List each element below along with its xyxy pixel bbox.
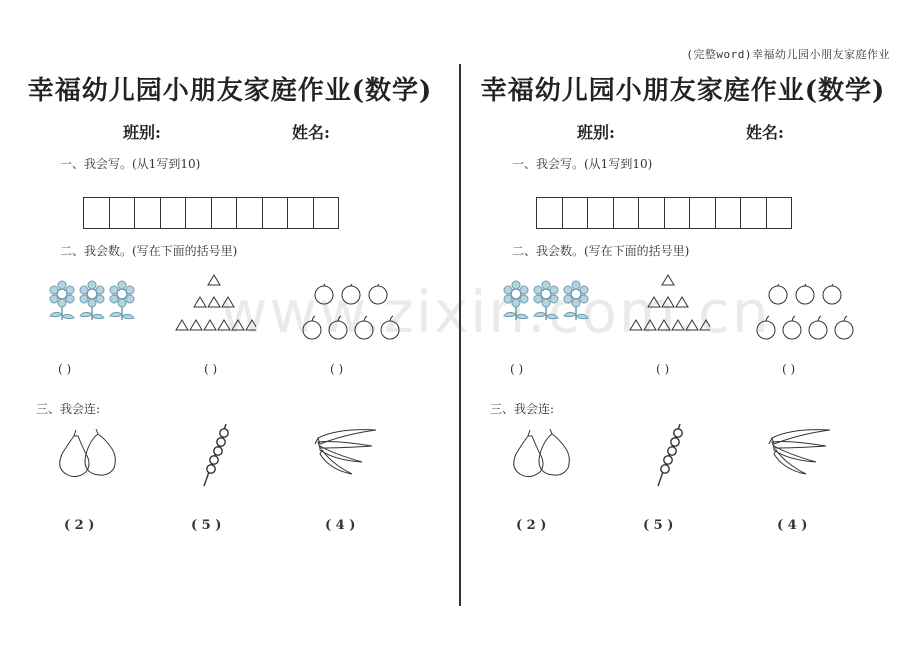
writing-cell[interactable]	[161, 198, 187, 228]
skewer-icon	[196, 421, 236, 489]
triangle-icon	[232, 320, 244, 330]
triangle-icon	[648, 297, 660, 307]
triangle-icon	[658, 320, 670, 330]
apple-icon	[769, 284, 787, 304]
writing-cell[interactable]	[263, 198, 289, 228]
triangle-icon	[208, 297, 220, 307]
triangle-icon	[644, 320, 656, 330]
apple-icon	[329, 316, 347, 339]
triangle-icon	[686, 320, 698, 330]
flower-icon	[110, 281, 134, 320]
triangle-icon	[676, 297, 688, 307]
triangle-icon	[190, 320, 202, 330]
writing-cell[interactable]	[212, 198, 238, 228]
count-answer-apples[interactable]: ( )	[330, 362, 344, 376]
triangle-icon	[204, 320, 216, 330]
flower-icon	[534, 281, 558, 320]
flower-icon	[504, 281, 528, 320]
worksheet-title: 幸福幼儿园小朋友家庭作业(数学)	[27, 76, 433, 106]
triangle-icon	[662, 297, 674, 307]
section-count-heading: 二、我会数。(写在下面的括号里)	[512, 244, 690, 258]
writing-cell[interactable]	[84, 198, 110, 228]
triangle-icon	[672, 320, 684, 330]
count-answer-flowers[interactable]: ( )	[58, 362, 72, 376]
flower-group	[46, 278, 142, 322]
writing-grid[interactable]	[83, 197, 339, 229]
writing-cell[interactable]	[314, 198, 339, 228]
name-label: 姓名:	[746, 123, 784, 142]
match-answer-skewer: ( 5 )	[643, 518, 674, 533]
match-answer-pears: ( 2 )	[64, 518, 95, 533]
writing-cell[interactable]	[237, 198, 263, 228]
triangle-icon	[222, 297, 234, 307]
triangle-icon	[194, 297, 206, 307]
pear-icon	[539, 434, 569, 475]
writing-cell[interactable]	[135, 198, 161, 228]
writing-cell[interactable]	[639, 198, 665, 228]
apple-icon	[823, 284, 841, 304]
apple-icon	[355, 316, 373, 339]
flower-icon	[50, 281, 74, 320]
triangle-group	[626, 272, 710, 334]
writing-cell[interactable]	[110, 198, 136, 228]
class-label: 班别:	[123, 123, 161, 142]
count-answer-triangles[interactable]: ( )	[204, 362, 218, 376]
triangle-icon	[218, 320, 230, 330]
writing-cell[interactable]	[665, 198, 691, 228]
class-label: 班别:	[577, 123, 615, 142]
section-count-heading: 二、我会数。(写在下面的括号里)	[60, 244, 238, 258]
pear-icon	[60, 436, 89, 477]
section-write-heading: 一、我会写。(从1写到10)	[512, 157, 653, 171]
worksheet-title: 幸福幼儿园小朋友家庭作业(数学)	[480, 76, 886, 106]
apple-group	[754, 284, 858, 346]
writing-cell[interactable]	[741, 198, 767, 228]
pear-group	[508, 428, 578, 480]
apple-icon	[757, 316, 775, 339]
triangle-icon	[176, 320, 188, 330]
apple-icon	[809, 316, 827, 339]
writing-cell[interactable]	[614, 198, 640, 228]
apple-icon	[303, 316, 321, 339]
triangle-icon	[662, 275, 674, 285]
watermark: www.zixin.com.cn	[220, 278, 771, 346]
writing-cell[interactable]	[588, 198, 614, 228]
apple-icon	[835, 316, 853, 339]
count-answer-triangles[interactable]: ( )	[656, 362, 670, 376]
section-match-heading: 三、我会连:	[36, 402, 101, 416]
pear-icon	[514, 436, 543, 477]
pear-group	[54, 428, 124, 480]
skewer-icon	[650, 421, 690, 489]
match-answer-pears: ( 2 )	[516, 518, 547, 533]
banana-icon	[314, 424, 380, 480]
section-write-heading: 一、我会写。(从1写到10)	[60, 157, 201, 171]
flower-icon	[564, 281, 588, 320]
count-answer-flowers[interactable]: ( )	[510, 362, 524, 376]
writing-cell[interactable]	[288, 198, 314, 228]
apple-icon	[342, 284, 360, 304]
banana-icon	[768, 424, 834, 480]
count-answer-apples[interactable]: ( )	[782, 362, 796, 376]
section-match-heading: 三、我会连:	[490, 402, 555, 416]
match-answer-skewer: ( 5 )	[191, 518, 222, 533]
writing-cell[interactable]	[186, 198, 212, 228]
flower-icon	[80, 281, 104, 320]
writing-cell[interactable]	[716, 198, 742, 228]
name-label: 姓名:	[292, 123, 330, 142]
match-answer-bananas: ( 4 )	[777, 518, 808, 533]
triangle-icon	[700, 320, 710, 330]
writing-cell[interactable]	[690, 198, 716, 228]
flower-group	[500, 278, 596, 322]
triangle-icon	[246, 320, 256, 330]
writing-grid[interactable]	[536, 197, 792, 229]
apple-icon	[783, 316, 801, 339]
match-answer-bananas: ( 4 )	[325, 518, 356, 533]
apple-icon	[381, 316, 399, 339]
apple-icon	[315, 284, 333, 304]
writing-cell[interactable]	[767, 198, 792, 228]
worksheet-right	[460, 0, 920, 651]
writing-cell[interactable]	[537, 198, 563, 228]
writing-cell[interactable]	[563, 198, 589, 228]
apple-group	[300, 284, 404, 346]
triangle-group	[172, 272, 256, 334]
apple-icon	[796, 284, 814, 304]
triangle-icon	[208, 275, 220, 285]
header-note: (完整word)幸福幼儿园小朋友家庭作业	[686, 48, 890, 61]
triangle-icon	[630, 320, 642, 330]
pear-icon	[85, 434, 115, 475]
apple-icon	[369, 284, 387, 304]
